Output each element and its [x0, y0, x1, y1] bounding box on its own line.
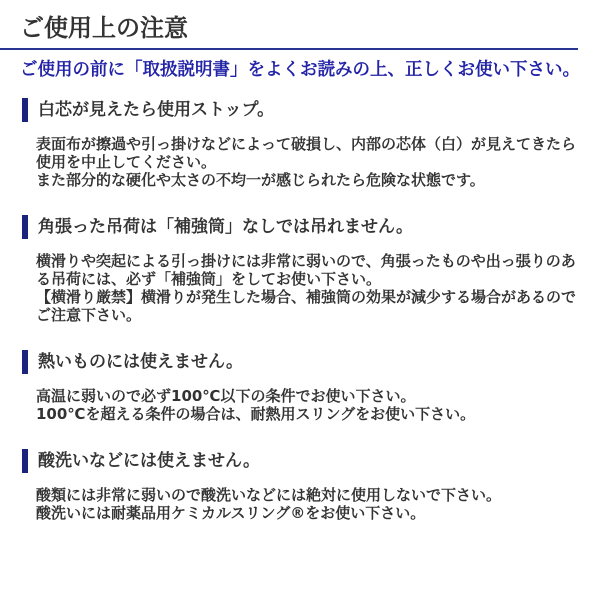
body-line: 高温に弱いので必ず100℃以下の条件でお使い下さい。: [36, 387, 416, 405]
section-heading-row: [22, 449, 582, 473]
section-heading: 角張った吊荷は「補強筒」なしでは吊れません。: [38, 217, 414, 237]
section-body: [36, 486, 582, 522]
section-marker-bar: [22, 350, 28, 374]
body-line: また部分的な硬化や太さの不均一が感じられたら危険な状態です。: [36, 171, 485, 189]
body-line: 酸類には非常に弱いので酸洗いなどには絶対に使用しないで下さい。: [36, 486, 502, 504]
body-line: 表面布が擦過や引っ掛けなどによって破損し、内部の芯体（白）が見えてきたら: [36, 135, 577, 153]
section-heading-row: [22, 350, 582, 374]
body-line: 100℃を超える条件の場合は、耐熱用スリングをお使い下さい。: [36, 405, 476, 423]
section-body: [36, 135, 582, 189]
title-underline: [0, 48, 578, 50]
body-line: 使用を中止してください。: [36, 153, 217, 171]
section-marker-bar: [22, 215, 28, 239]
body-line: る吊荷には、必ず「補強筒」をしてお使い下さい。: [36, 270, 382, 288]
body-line: 酸洗いには耐薬品用ケミカルスリング®をお使い下さい。: [36, 504, 426, 522]
section-heading-row: [22, 98, 582, 122]
section-body: [36, 252, 582, 324]
precaution-sections: [0, 98, 600, 522]
section-heading: 酸洗いなどには使えません。: [38, 451, 261, 471]
section-heading-row: [22, 215, 582, 239]
section-angular-loads: [22, 215, 582, 324]
section-heading: 白芯が見えたら使用ストップ。: [38, 100, 275, 120]
body-line: 横滑りや突起による引っ掛けには非常に弱いので、角張ったものや出っ張りのあ: [36, 252, 576, 270]
section-acid-washing: [22, 449, 582, 522]
section-body: [36, 387, 582, 423]
usage-precautions-page: [0, 14, 600, 522]
body-line: 【横滑り厳禁】横滑りが発生した場合、補強筒の効果が減少する場合があるので: [36, 288, 577, 306]
page-title: ご使用上の注意: [20, 14, 188, 42]
section-marker-bar: [22, 449, 28, 473]
body-line: ご注意下さい。: [36, 306, 142, 324]
section-marker-bar: [22, 98, 28, 122]
section-hot-objects: [22, 350, 582, 423]
section-white-core-stop: [22, 98, 582, 189]
intro-notice: ご使用の前に「取扱説明書」をよくお読みの上、正しくお使い下さい。: [20, 60, 580, 80]
section-heading: 熱いものには使えません。: [38, 352, 244, 372]
